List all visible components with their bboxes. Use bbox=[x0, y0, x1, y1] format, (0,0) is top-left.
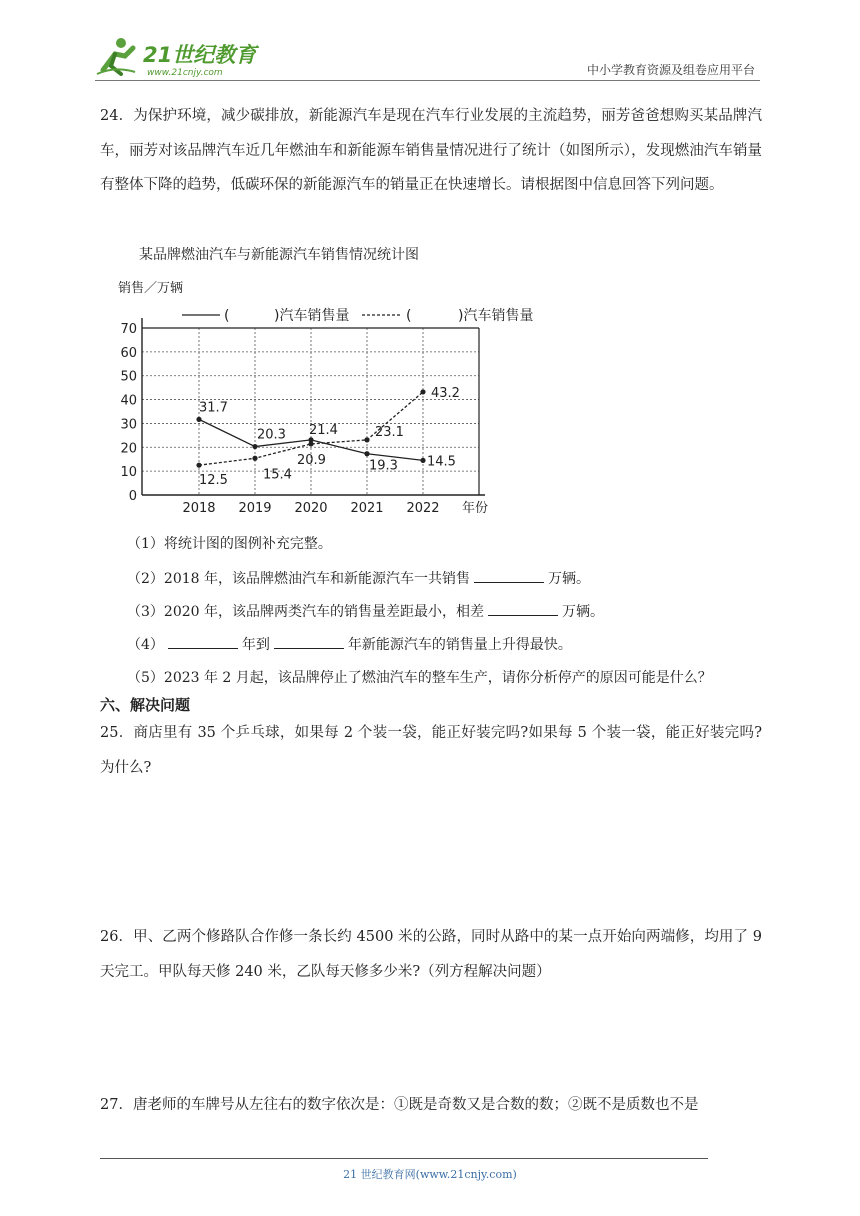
data-label: 21.4 bbox=[309, 422, 338, 438]
data-label: 20.9 bbox=[297, 452, 326, 468]
q24-sub5: （5）2023 年 2 月起，该品牌停止了燃油汽车的整车生产，请你分析停产的原因可能是什么？ bbox=[127, 670, 712, 686]
legend-solid-prefix: ( bbox=[224, 308, 230, 324]
header-divider bbox=[95, 80, 760, 81]
sales-line-chart bbox=[114, 240, 554, 520]
legend-dashed-label: )汽车销售量 bbox=[458, 308, 534, 324]
platform-name: 中小学教育资源及组卷应用平台 bbox=[586, 63, 755, 77]
data-label: 19.3 bbox=[369, 458, 398, 474]
site-logo bbox=[95, 36, 265, 80]
q24-sub4-mid: 年到 bbox=[241, 637, 270, 653]
logo-url: www.21cnjy.com bbox=[147, 68, 223, 78]
y-tick-label: 30 bbox=[120, 417, 137, 433]
data-label: 31.7 bbox=[199, 400, 228, 416]
data-point bbox=[196, 417, 201, 422]
data-point bbox=[364, 437, 369, 442]
question-24: 24．为保护环境，减少碳排放，新能源汽车是现在汽车行业发展的主流趋势，丽芳爸爸想购买某品牌汽车，丽芳对该品牌汽车近几年燃油车和新能源车销售量情况进行了统计（如图所示），发现燃油汽车销量有整体下降的趋势，低碳环保的新能源汽车的销量正在快速增长。请根据图中信息回答下列问题。 bbox=[100, 108, 762, 193]
runner-icon bbox=[97, 38, 135, 74]
q24-sub3-unit: 万辆。 bbox=[562, 604, 604, 620]
data-point bbox=[364, 451, 369, 456]
q24-sub1: （1）将统计图的图例补充完整。 bbox=[127, 536, 332, 552]
answer-blank-4b[interactable] bbox=[274, 634, 344, 649]
y-tick-label: 60 bbox=[120, 345, 137, 361]
footer-text: 21 世纪教育网(www.21cnjy.com) bbox=[343, 1168, 517, 1181]
data-label: 12.5 bbox=[199, 473, 228, 489]
data-label: 43.2 bbox=[431, 385, 460, 401]
data-label: 23.1 bbox=[375, 424, 404, 440]
data-point bbox=[420, 389, 425, 394]
x-tick-label: 2022 bbox=[406, 501, 440, 516]
data-label: 20.3 bbox=[257, 427, 286, 443]
y-tick-label: 10 bbox=[120, 465, 137, 481]
legend-dashed-prefix: ( bbox=[406, 308, 412, 324]
y-tick-label: 20 bbox=[120, 441, 137, 457]
section-title: 六、解决问题 bbox=[100, 696, 191, 714]
q24-sub3 bbox=[127, 601, 604, 622]
question-27: 27．唐老师的车牌号从左往右的数字依次是：①既是奇数又是合数的数；②既不是质数也不是 bbox=[100, 1097, 699, 1113]
x-tick-label: 2020 bbox=[294, 501, 328, 516]
x-tick-label: 2021 bbox=[350, 501, 384, 516]
data-label: 15.4 bbox=[263, 467, 292, 483]
question-26: 26．甲、乙两个修路队合作修一条长约 4500 米的公路，同时从路中的某一点开始向两端修，均用了 9 天完工。甲队每天修 240 米，乙队每天修多少米?（列方程解决问题） bbox=[100, 929, 762, 980]
chart-title: 某品牌燃油汽车与新能源汽车销售情况统计图 bbox=[139, 247, 419, 263]
y-axis-label: 销售／万辆 bbox=[118, 281, 184, 296]
chart-legend bbox=[182, 307, 533, 324]
data-point bbox=[308, 441, 313, 446]
data-point bbox=[420, 458, 425, 463]
footer-divider bbox=[100, 1158, 708, 1159]
y-tick-label: 70 bbox=[120, 322, 137, 337]
data-point bbox=[196, 463, 201, 468]
x-axis-label: 年份 bbox=[462, 501, 489, 516]
answer-blank-3[interactable] bbox=[488, 601, 558, 616]
data-point bbox=[252, 444, 257, 449]
question-25: 25．商店里有 35 个乒乓球，如果每 2 个装一袋，能正好装完吗?如果每 5 个装一袋，能正好装完吗?为什么? bbox=[100, 725, 762, 776]
q24-sub2 bbox=[127, 568, 590, 589]
q24-sub4-prefix: （4） bbox=[127, 637, 164, 653]
data-label: 14.5 bbox=[427, 454, 456, 470]
chart-series bbox=[196, 386, 460, 488]
y-tick-label: 50 bbox=[120, 369, 137, 385]
y-tick-label: 40 bbox=[120, 393, 137, 409]
q24-sub2-text: （2）2018 年，该品牌燃油汽车和新能源汽车一共销售 bbox=[127, 571, 470, 587]
y-tick-label: 0 bbox=[128, 489, 137, 504]
q24-sub4 bbox=[127, 634, 572, 655]
x-tick-label: 2018 bbox=[182, 501, 216, 516]
answer-blank-2[interactable] bbox=[474, 568, 544, 583]
q24-sub2-unit: 万辆。 bbox=[548, 571, 590, 587]
chart-grid bbox=[120, 318, 485, 516]
answer-blank-4a[interactable] bbox=[168, 634, 238, 649]
data-point bbox=[252, 456, 257, 461]
q24-sub3-text: （3）2020 年，该品牌两类汽车的销售量差距最小，相差 bbox=[127, 604, 484, 620]
x-tick-label: 2019 bbox=[238, 501, 272, 516]
legend-solid-label: )汽车销售量 bbox=[274, 308, 350, 324]
logo-text: 21世纪教育 bbox=[143, 43, 257, 67]
q24-sub4-text: 年新能源汽车的销售量上升得最快。 bbox=[347, 637, 572, 653]
